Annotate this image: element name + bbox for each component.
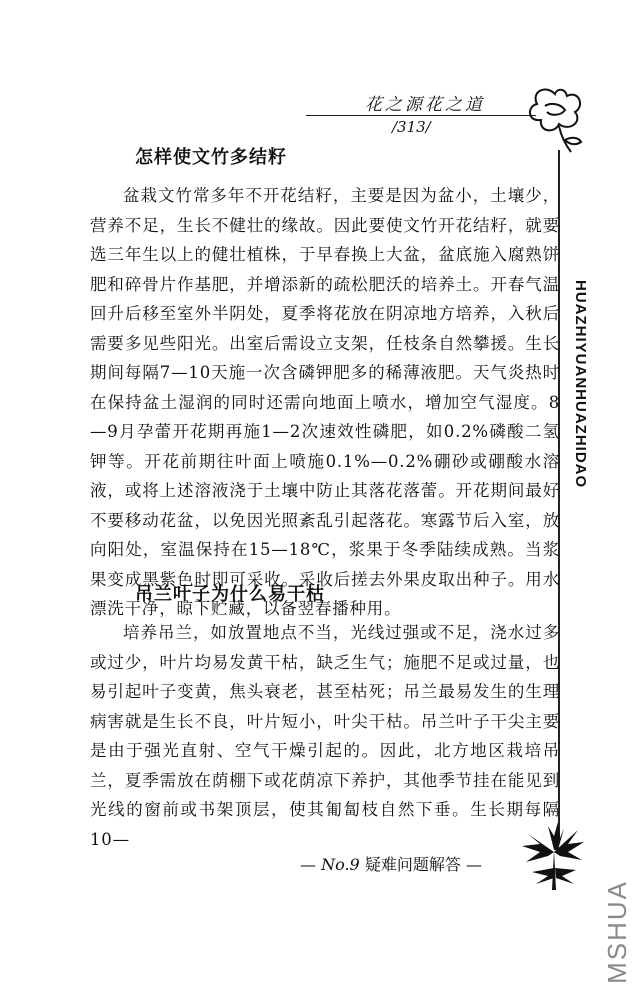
plant-icon: [518, 820, 586, 892]
footer-dash: —: [465, 855, 482, 874]
series-side-title: HUAZHIYUANHUAZHIDAO: [572, 280, 589, 489]
article-body: 培养吊兰，如放置地点不当，光线过强或不足，浇水过多或过少，叶片均易发黄干枯，缺乏生气；施肥不足或过量，也易引起叶子变黄，焦头衰老，甚至枯死；吊兰最易发生的生理病害就是生长不良，叶片短小，叶尖干枯。吊兰叶子干尖主要是由于强光直射、空气干燥引起的。因此，北方地区栽培吊兰，夏季需放在荫棚下或花荫凉下养护，其他季节挂在能见到光线的窗前或书架顶层，使其匍匐枝自然下垂。生长期每隔10—: [90, 623, 560, 849]
chapter-footer: [300, 852, 482, 875]
article-diaolan: [90, 580, 560, 854]
book-title: 花之源花之道: [365, 95, 485, 115]
watermark-text: MSHUA: [602, 880, 632, 984]
chapter-label: 疑难问题解答: [364, 855, 461, 874]
header-rule: [306, 115, 536, 116]
page-number: /313/: [392, 118, 431, 136]
article-heading: 吊兰叶子为什么易干枯: [135, 584, 325, 605]
article-body: 盆栽文竹常多年不开花结籽，主要是因为盆小，土壤少，营养不足，生长不健壮的缘故。因此要使文竹开花结籽，就要选三年生以上的健壮植株，于早春换上大盆，盆底施入腐熟饼肥和碎骨片作基肥，并增添新的疏松肥沃的培养土。开春气温回升后移至室外半阴处，夏季将花放在阴凉地方培养，入秋后需要多见些阳光。出室后需设立支架，任枝条自然攀援。生长期间每隔7—10天施一次含磷钾肥多的稀薄液肥。天气炎热时在保持盆土湿润的同时还需向地面上喷水，增加空气湿度。8—9月孕蕾开花期再施1—2次速效性磷肥，如0.2%磷酸二氢钾等。开花前期往叶面上喷施0.1%—0.2%硼砂或硼酸水溶液，或将上述溶液浇于土壤中防止其落花落蕾。开花期间最好不要移动花盆，以免因光照紊乱引起落花。寒露节后入室，放向阳处，室温保持在15—18℃，浆果于冬季陆续成熟。当浆果变成黑紫色时即可采收。采收后搓去外果皮取出种子。用水漂洗干净，晾下贮藏，以备翌春播种用。: [90, 186, 560, 618]
chapter-number: No.9: [321, 855, 360, 874]
article-heading: 怎样使文竹多结籽: [135, 147, 287, 168]
article-wenzhu: [90, 143, 560, 624]
footer-dash: —: [300, 855, 316, 874]
